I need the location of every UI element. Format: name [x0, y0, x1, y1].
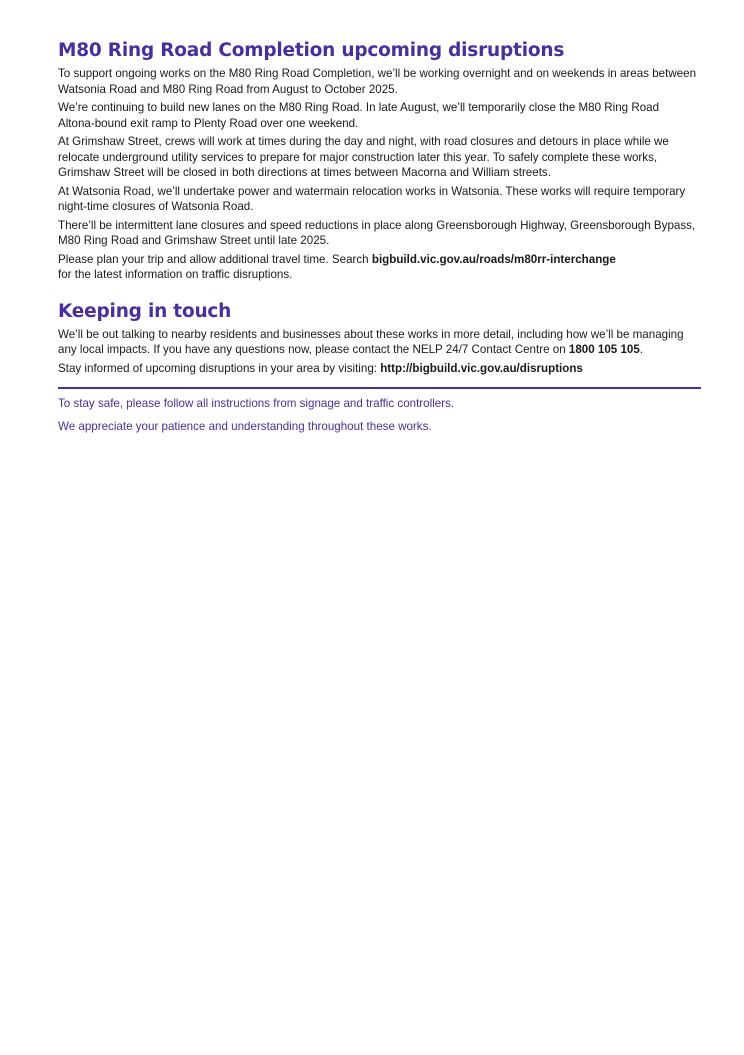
- paragraph-contact: [58, 327, 698, 358]
- plan-trip-text: Please plan your trip and allow additional travel time. Search: [58, 252, 372, 266]
- contact-phone[interactable]: 1800 105 105: [568, 343, 640, 356]
- paragraph-plan-trip: [58, 252, 698, 283]
- section-title-disruptions: M80 Ring Road Completion upcoming disruptions: [58, 40, 565, 61]
- disruptions-link[interactable]: http://bigbuild.vic.gov.au/disruptions: [380, 361, 583, 375]
- paragraph-new-lanes: We’re continuing to build new lanes on the M80 Ring Road. In late August, we’ll temporarily close the M80 Ring Road Altona-bound exit ramp to Plenty Road over one weekend.: [58, 101, 660, 130]
- paragraph-watsonia: At Watsonia Road, we’ll undertake power and watermain relocation works in Watsonia. These works will require temporary night-time closures of Watsonia Road.: [58, 184, 686, 213]
- stay-informed-text: Stay informed of upcoming disruptions in your area by visiting:: [58, 361, 381, 375]
- contact-text: We’ll be out talking to nearby residents and businesses about these works in more detail, including how we’ll be managing any local impacts. If you have any questions now, please contact the NELP 24/7 Contact Centre on: [58, 327, 684, 356]
- paragraph-intro: To support ongoing works on the M80 Ring Road Completion, we’ll be working overnight and on weekends in areas between Watsonia Road and M80 Ring Road from August to October 2025.: [58, 67, 697, 96]
- safety-note: To stay safe, please follow all instructions from signage and traffic controllers.: [58, 397, 455, 410]
- plan-trip-text-end: for the latest information on traffic disruptions.: [58, 268, 293, 281]
- contact-text-end: .: [639, 343, 644, 356]
- patience-note: We appreciate your patience and understanding throughout these works.: [58, 419, 432, 433]
- paragraph-lane-closures: There’ll be intermittent lane closures and speed reductions in place along Greensborough Highway, Greensborough Bypass, M80 Ring Road and Grimshaw Street until late 2025.: [58, 218, 696, 247]
- paragraph-stay-informed: [58, 361, 698, 377]
- interchange-link[interactable]: bigbuild.vic.gov.au/roads/m80rr-interchange: [371, 252, 616, 266]
- paragraph-grimshaw: At Grimshaw Street, crews will work at times during the day and night, with road closures and detours in place while we relocate underground utility services to prepare for major construction later this year. To safely complete these works, Grimshaw Street will be closed in both directions at times between Macorna and William streets.: [58, 135, 669, 179]
- section-title-keeping-in-touch: Keeping in touch: [58, 300, 232, 322]
- divider: [58, 387, 701, 389]
